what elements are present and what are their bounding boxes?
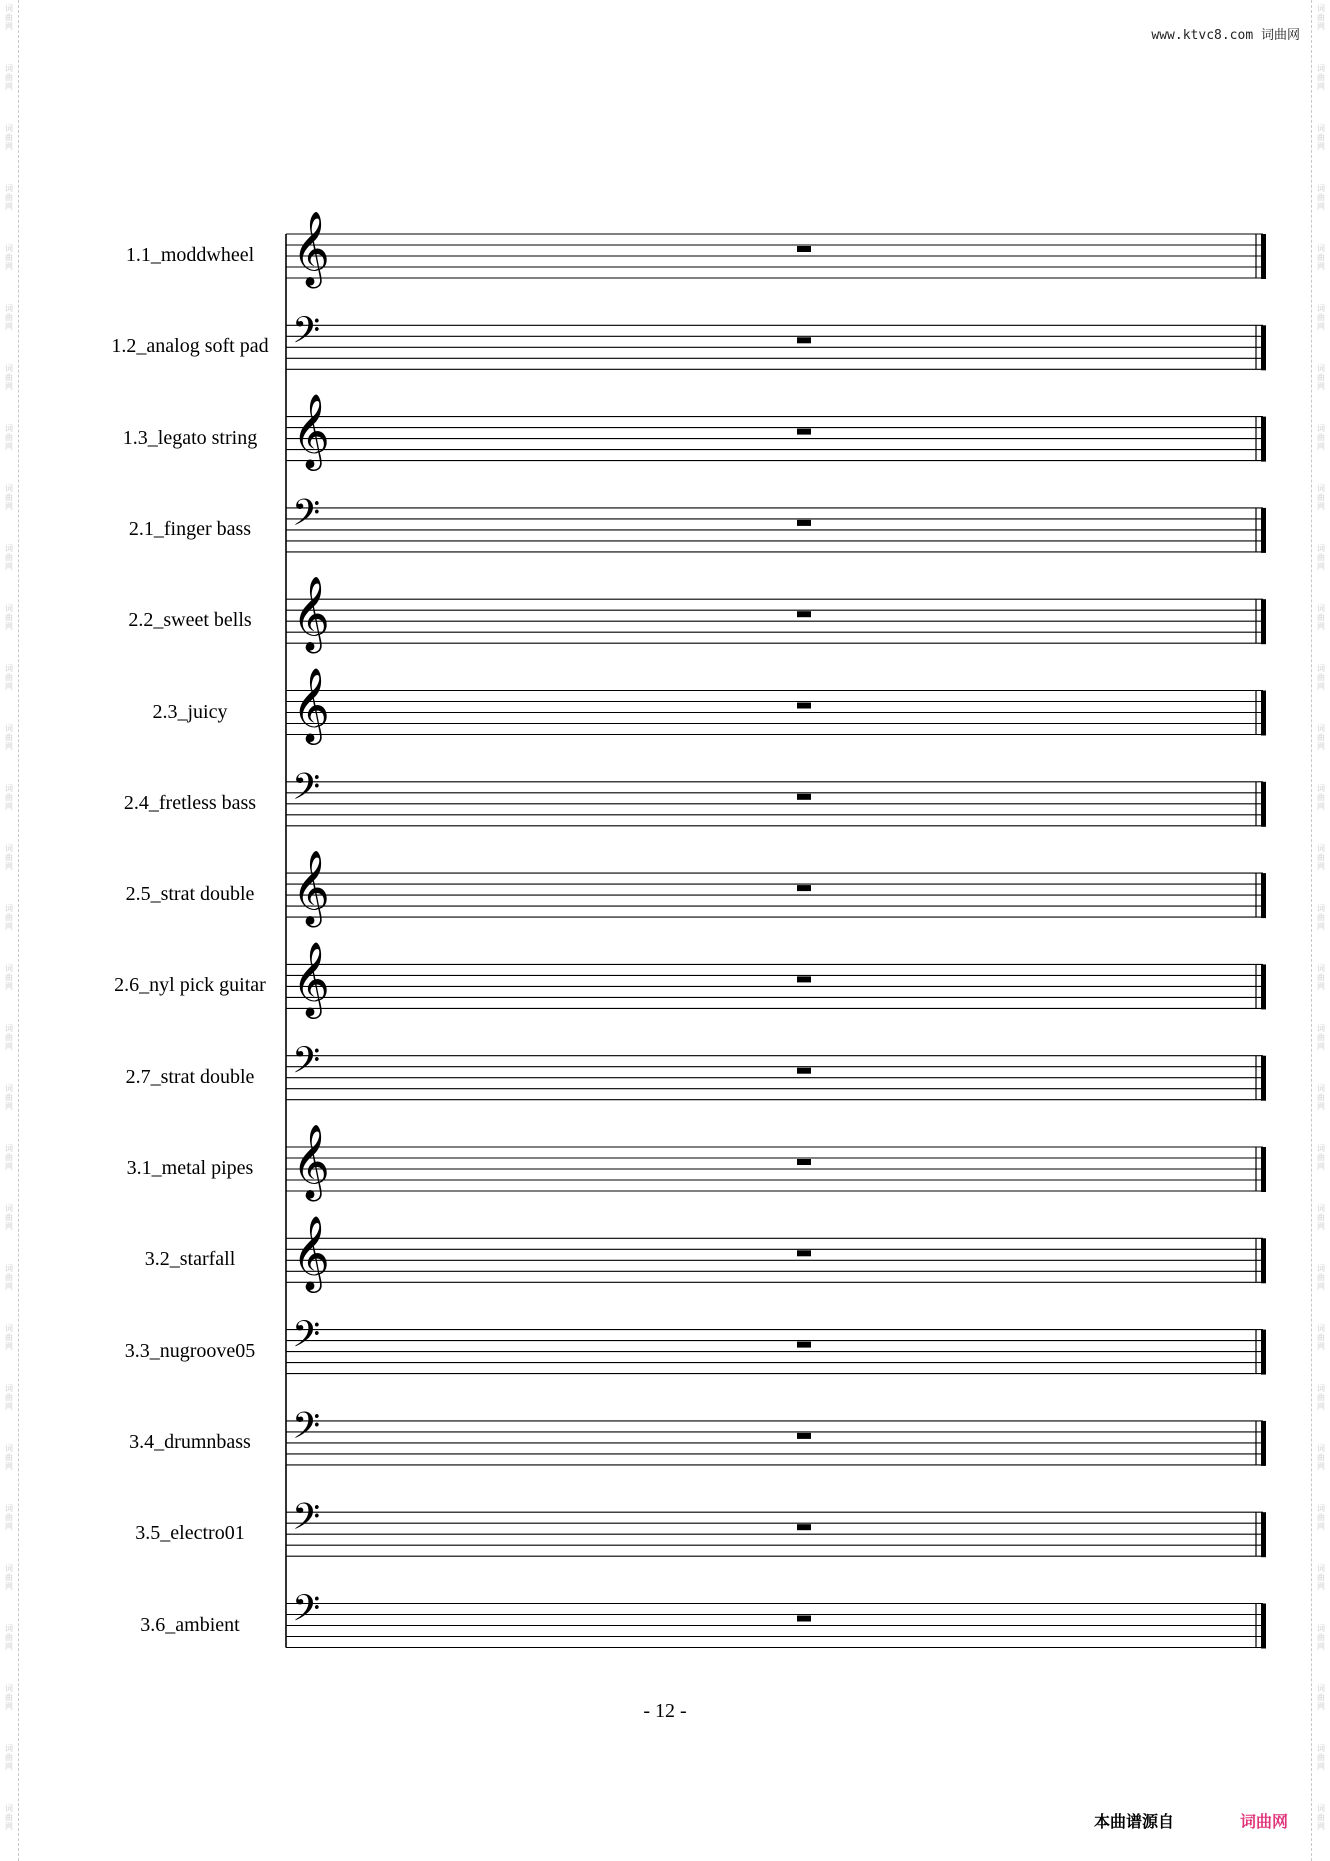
- watermark-tile: 词曲网: [5, 1564, 13, 1591]
- watermark-tile: 词曲网: [1317, 544, 1325, 571]
- watermark-tile: 词曲网: [5, 304, 13, 331]
- watermark-tile: 词曲网: [1317, 1144, 1325, 1171]
- final-barline-thick: [1261, 782, 1266, 827]
- watermark-tile: 词曲网: [1317, 1804, 1325, 1831]
- final-barline-thick: [1261, 1421, 1266, 1466]
- watermark-tile: 词曲网: [5, 1684, 13, 1711]
- final-barline-thick: [1261, 325, 1266, 370]
- instrument-label: 3.2_starfall: [144, 1248, 236, 1271]
- whole-rest-icon: [797, 976, 811, 982]
- watermark-tile: 词曲网: [1317, 1024, 1325, 1051]
- treble-clef-icon: 𝄞: [292, 942, 330, 1017]
- whole-rest-icon: [797, 1616, 811, 1622]
- watermark-tile: 词曲网: [5, 1264, 13, 1291]
- watermark-tile: 词曲网: [5, 1744, 13, 1771]
- treble-clef-icon: 𝄞: [292, 1125, 330, 1199]
- watermark-tile: 词曲网: [1317, 64, 1325, 91]
- treble-clef-icon: 𝄞: [292, 851, 330, 926]
- watermark-tile: 词曲网: [5, 964, 13, 991]
- final-barline-thick: [1261, 1056, 1266, 1101]
- watermark-tile: 词曲网: [5, 184, 13, 211]
- whole-rest-icon: [797, 1068, 811, 1074]
- watermark-tile: 词曲网: [1317, 664, 1325, 691]
- watermark-tile: 词曲网: [1317, 184, 1325, 211]
- footer-logo: 词曲网: [1240, 1812, 1289, 1831]
- watermark-tile: 词曲网: [5, 544, 13, 571]
- final-barline-thick: [1261, 1604, 1266, 1649]
- whole-rest-icon: [797, 1342, 811, 1348]
- watermark-tile: 词曲网: [5, 1204, 13, 1231]
- bass-clef-icon: 𝄢: [292, 1587, 321, 1639]
- watermark-tile: 词曲网: [1317, 304, 1325, 331]
- whole-rest-icon: [797, 429, 811, 435]
- bass-clef-icon: 𝄢: [292, 765, 321, 817]
- page-number: - 12 -: [643, 1700, 687, 1722]
- instrument-label: 1.3_legato string: [122, 426, 258, 449]
- watermark-tile: 词曲网: [5, 1384, 13, 1411]
- instrument-label: 1.2_analog soft pad: [111, 335, 269, 358]
- watermark-tile: 词曲网: [1317, 484, 1325, 511]
- bass-clef-icon: 𝄢: [292, 309, 321, 361]
- watermark-tile: 词曲网: [1317, 364, 1325, 391]
- watermark-tile: 词曲网: [1317, 1744, 1325, 1771]
- site-name: 词曲网: [1260, 28, 1300, 43]
- instrument-label: 2.7_strat double: [125, 1065, 255, 1088]
- whole-rest-icon: [797, 1159, 811, 1165]
- watermark-tile: 词曲网: [1317, 4, 1325, 31]
- final-barline-thick: [1261, 873, 1266, 918]
- watermark-tile: 词曲网: [1317, 124, 1325, 151]
- final-barline-thick: [1261, 691, 1266, 736]
- whole-rest-icon: [797, 1433, 811, 1439]
- final-barline-thick: [1261, 234, 1266, 279]
- watermark-tile: 词曲网: [1317, 1084, 1325, 1111]
- instrument-label: 2.5_strat double: [125, 883, 255, 906]
- instrument-label: 3.6_ambient: [140, 1613, 240, 1636]
- watermark-tile: 词曲网: [1317, 1264, 1325, 1291]
- final-barline-thick: [1261, 599, 1266, 644]
- watermark-tile: 词曲网: [1317, 1624, 1325, 1651]
- watermark-tile: 词曲网: [5, 604, 13, 631]
- watermark-tile: 词曲网: [5, 1084, 13, 1111]
- watermark-tile: 词曲网: [5, 844, 13, 871]
- watermark-tile: 词曲网: [5, 1144, 13, 1171]
- watermark-tile: 词曲网: [1317, 1564, 1325, 1591]
- instrument-label: 1.1_moddwheel: [125, 244, 255, 266]
- whole-rest-icon: [797, 611, 811, 617]
- bass-clef-icon: 𝄢: [292, 491, 321, 543]
- whole-rest-icon: [797, 703, 811, 709]
- instrument-label: 2.4_fretless bass: [123, 791, 257, 814]
- treble-clef-icon: 𝄞: [292, 577, 330, 652]
- watermark-tile: 词曲网: [5, 904, 13, 931]
- watermark-tile: 词曲网: [1317, 1444, 1325, 1471]
- bass-clef-icon: 𝄢: [292, 1496, 321, 1548]
- watermark-tile: 词曲网: [1317, 964, 1325, 991]
- watermark-tile: 词曲网: [5, 1024, 13, 1051]
- watermark-tile: 词曲网: [5, 124, 13, 151]
- final-barline-thick: [1261, 508, 1266, 553]
- watermark-tile: 词曲网: [5, 424, 13, 451]
- watermark-tile: 词曲网: [1317, 844, 1325, 871]
- final-barline-thick: [1261, 1512, 1266, 1557]
- instrument-label: 2.6_nyl pick guitar: [114, 974, 266, 997]
- watermark-tile: 词曲网: [1317, 604, 1325, 631]
- instrument-label: 3.4_drumnbass: [129, 1430, 251, 1453]
- final-barline-thick: [1261, 1238, 1266, 1283]
- instrument-label: 3.5_electro01: [135, 1522, 245, 1545]
- instrument-label: 2.2_sweet bells: [128, 609, 252, 632]
- watermark-tile: 词曲网: [1317, 1684, 1325, 1711]
- watermark-tile: 词曲网: [5, 1624, 13, 1651]
- whole-rest-icon: [797, 337, 811, 343]
- whole-rest-icon: [797, 246, 811, 252]
- bass-clef-icon: 𝄢: [292, 1313, 321, 1365]
- watermark-tile: 词曲网: [5, 724, 13, 751]
- watermark-tile: 词曲网: [5, 1804, 13, 1831]
- final-barline-thick: [1261, 1330, 1266, 1375]
- whole-rest-icon: [797, 794, 811, 800]
- whole-rest-icon: [797, 1524, 811, 1530]
- treble-clef-icon: 𝄞: [292, 1216, 330, 1291]
- watermark-tile: 词曲网: [5, 784, 13, 811]
- watermark-tile: 词曲网: [1317, 904, 1325, 931]
- treble-clef-icon: 𝄞: [292, 212, 330, 286]
- treble-clef-icon: 𝄞: [292, 394, 330, 469]
- watermark-tile: 词曲网: [1317, 784, 1325, 811]
- watermark-tile: 词曲网: [1317, 1204, 1325, 1231]
- bass-clef-icon: 𝄢: [292, 1039, 321, 1091]
- watermark-tile: 词曲网: [5, 484, 13, 511]
- watermark-tile: 词曲网: [1317, 1324, 1325, 1351]
- final-barline-thick: [1261, 1147, 1266, 1192]
- watermark-tile: 词曲网: [5, 364, 13, 391]
- watermark-tile: 词曲网: [5, 64, 13, 91]
- watermark-tile: 词曲网: [5, 664, 13, 691]
- treble-clef-icon: 𝄞: [292, 668, 330, 743]
- bass-clef-icon: 𝄢: [292, 1404, 321, 1456]
- footer-source-text: 本曲谱源自: [1094, 1812, 1175, 1831]
- watermark-tile: 词曲网: [5, 4, 13, 31]
- whole-rest-icon: [797, 1250, 811, 1256]
- instrument-label: 2.3_juicy: [152, 700, 228, 723]
- watermark-tile: 词曲网: [1317, 1504, 1325, 1531]
- watermark-tile: 词曲网: [1317, 424, 1325, 451]
- instrument-label: 2.1_finger bass: [128, 517, 252, 540]
- watermark-tile: 词曲网: [1317, 1384, 1325, 1411]
- watermark-tile: 词曲网: [5, 1324, 13, 1351]
- watermark-tile: 词曲网: [1317, 724, 1325, 751]
- watermark-tile: 词曲网: [1317, 244, 1325, 271]
- whole-rest-icon: [797, 885, 811, 891]
- watermark-tile: 词曲网: [5, 1444, 13, 1471]
- instrument-label: 3.1_metal pipes: [126, 1157, 254, 1179]
- watermark-tile: 词曲网: [5, 1504, 13, 1531]
- watermark-tile: 词曲网: [5, 244, 13, 271]
- final-barline-thick: [1261, 964, 1266, 1009]
- instrument-label: 3.3_nugroove05: [124, 1339, 256, 1362]
- site-url: www.ktvc8.com: [1151, 28, 1254, 43]
- whole-rest-icon: [797, 520, 811, 526]
- final-barline-thick: [1261, 417, 1266, 462]
